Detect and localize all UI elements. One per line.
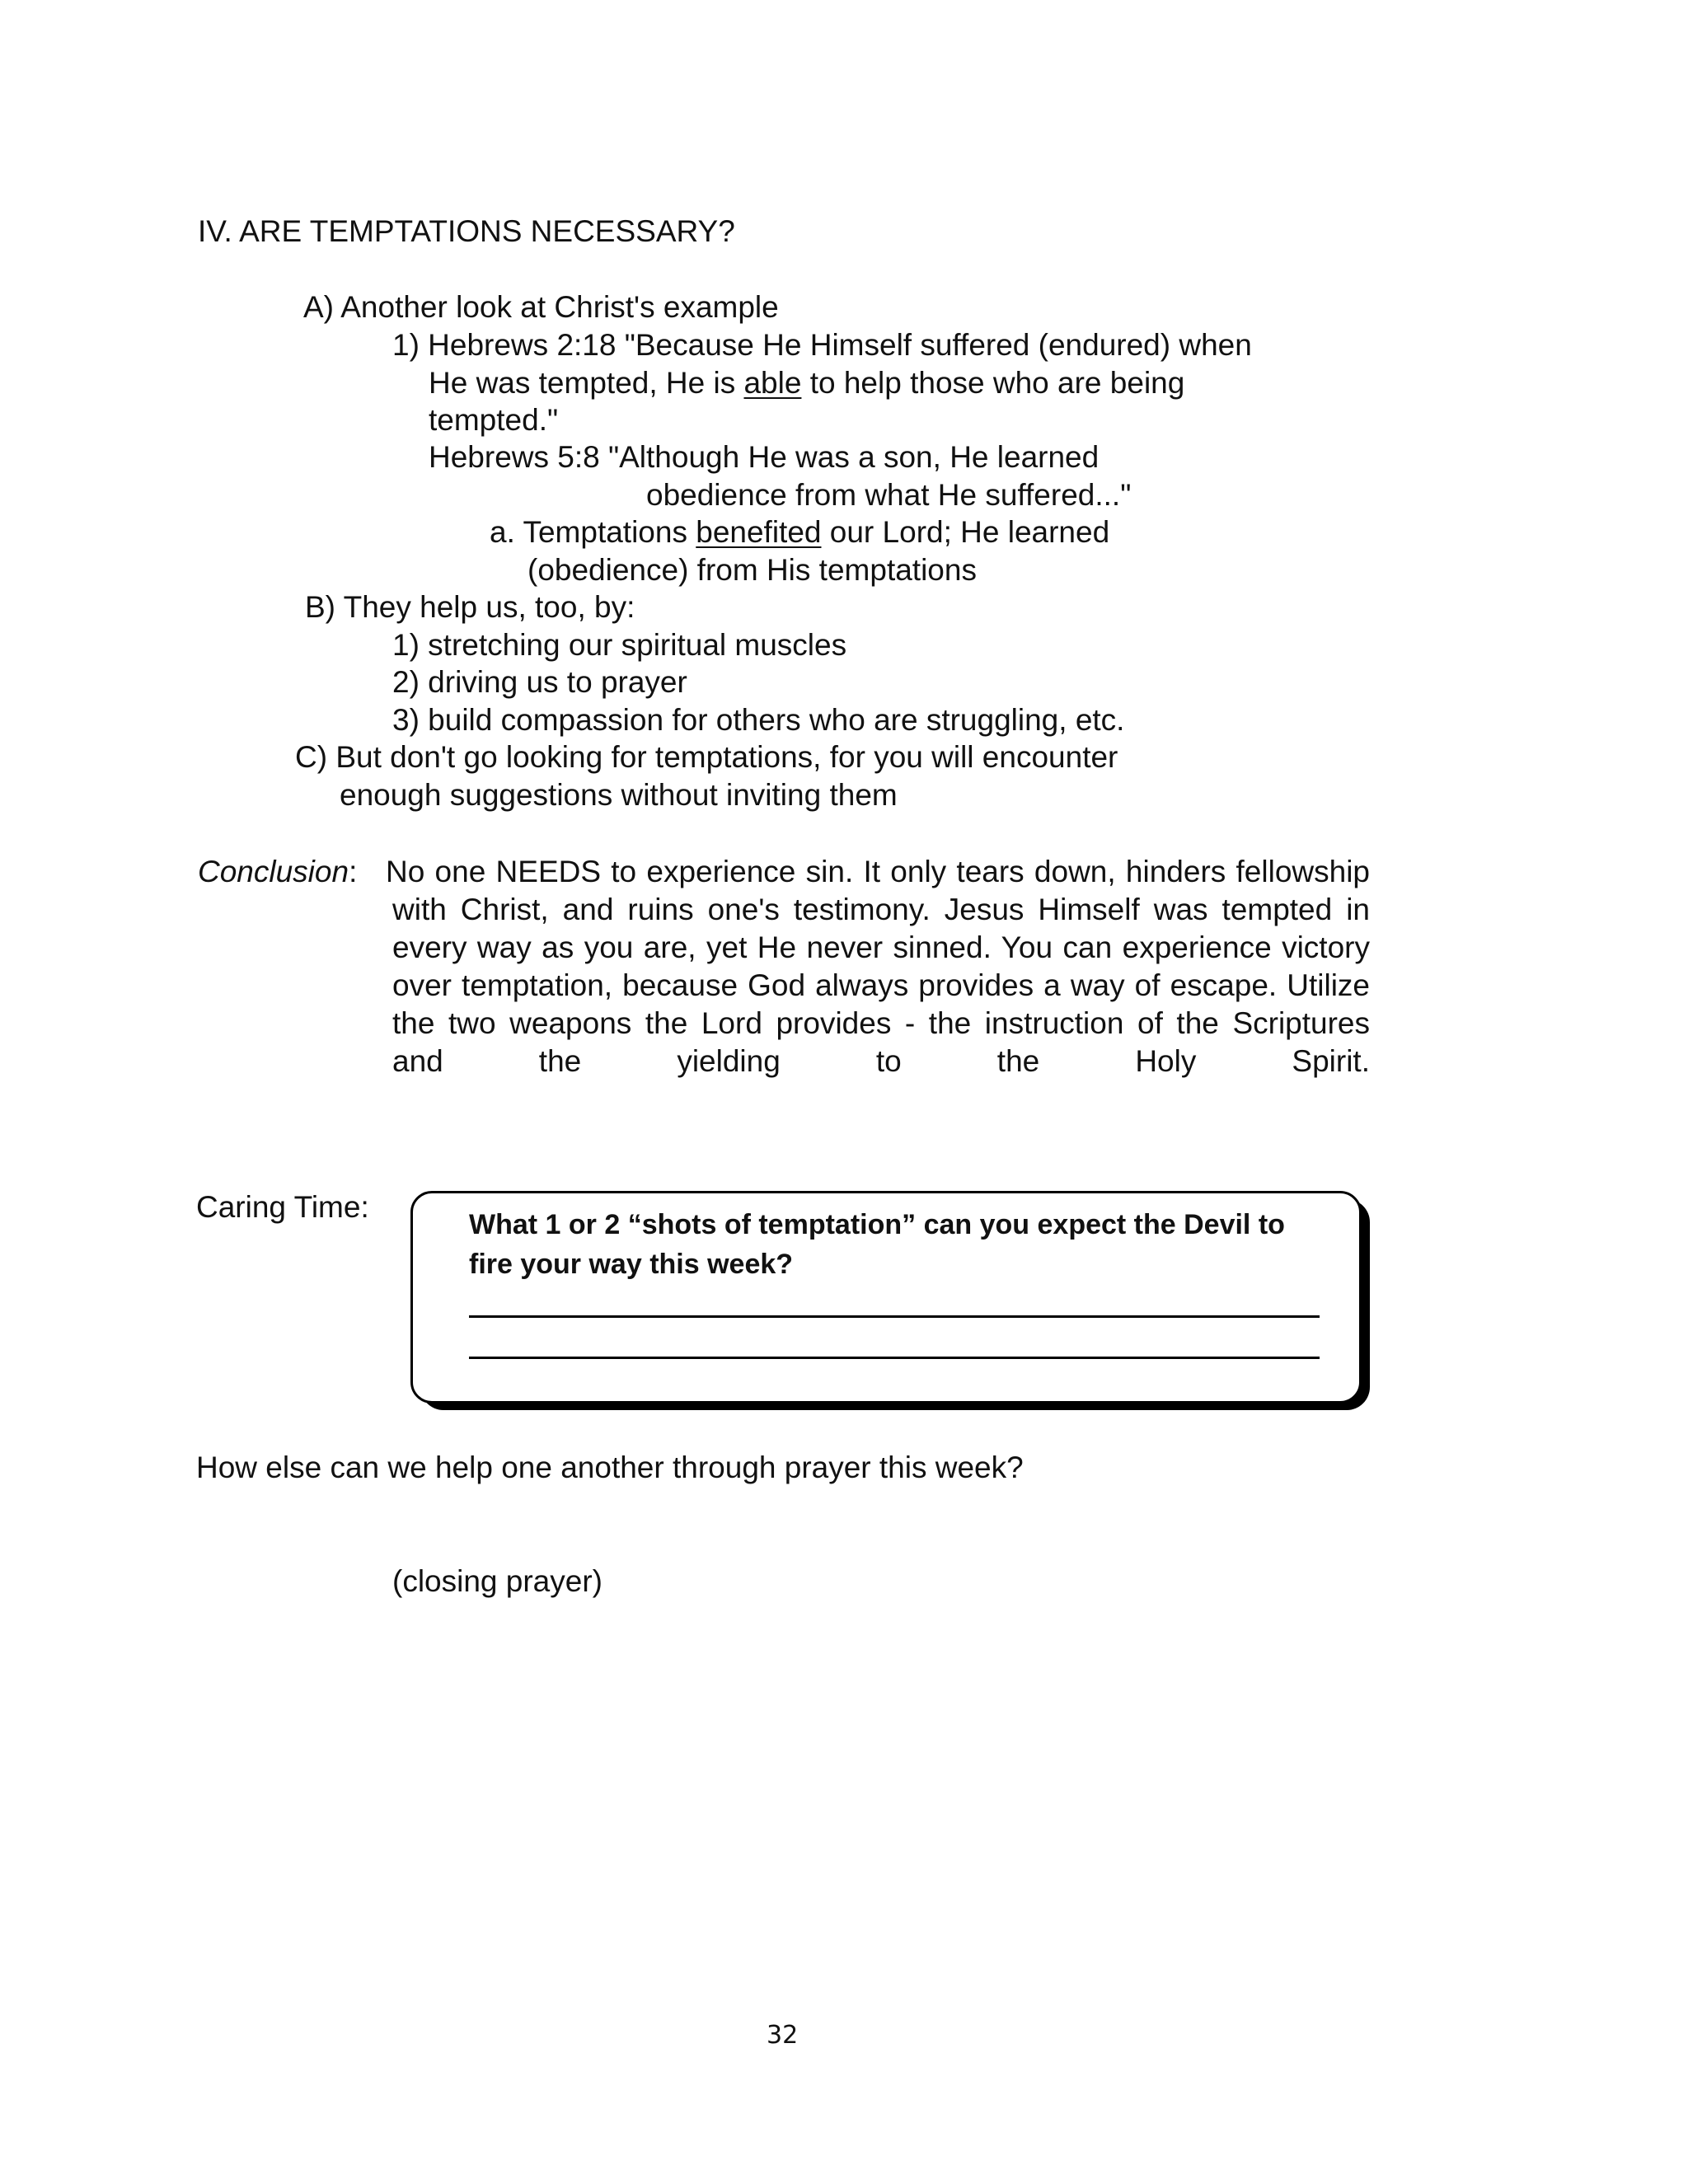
caring-time-label: Caring Time: [196,1190,369,1224]
point-c-line1: C) But don't go looking for temptations, for you will encounter [295,740,1118,774]
point-b-item: 1) stretching our spiritual muscles [392,628,847,662]
text-segment: to help those who are being [801,366,1185,400]
point-a-item1-line3: tempted." [429,403,559,437]
point-c-line2: enough suggestions without inviting them [340,778,898,812]
prayer-question: How else can we help one another through prayer this week? [196,1451,1024,1484]
text-segment: a. Temptations [490,515,696,549]
conclusion-colon: : [349,855,358,888]
point-a-title: A) Another look at Christ's example [303,290,779,324]
hebrews-5-8-line2: obedience from what He suffered..." [646,478,1132,512]
point-b-title: B) They help us, too, by: [305,590,635,624]
underlined-word-able: able [743,366,802,400]
text-segment: our Lord; He learned [821,515,1110,549]
hebrews-5-8-line1: Hebrews 5:8 "Although He was a son, He learned [429,440,1100,474]
underlined-word-benefited: benefited [696,515,822,549]
point-a-item1-line2 [429,364,1184,402]
conclusion-label-text: Conclusion [198,855,349,888]
sub-point-a-line2: (obedience) from His temptations [528,553,977,587]
point-b-item: 2) driving us to prayer [392,665,687,699]
sub-point-a-line1 [490,513,1109,551]
closing-prayer: (closing prayer) [392,1564,603,1598]
point-a-item1-line1: 1) Hebrews 2:18 "Because He Himself suffered (endured) when [392,328,1252,362]
page-number: 32 [767,2021,799,2050]
question-box-prompt: What 1 or 2 “shots of temptation” can you expect the Devil to fire your way this week? [469,1209,1285,1280]
conclusion-text: No one NEEDS to experience sin. It only tears down, hinders fellowship with Christ, and ruins one's testimony. Jesus Himself was tempted in every way as you are, yet He never sinned. You can experience victory over temptation, because God always provides a way of escape. Utilize the two weapons the Lord provides - the instruction of the Scriptures and the yielding to the Holy Spirit. [386,855,1370,1078]
answer-line[interactable] [469,1357,1320,1359]
conclusion-label [198,853,357,891]
point-b-item: 3) build compassion for others who are struggling, etc. [392,703,1125,737]
text-segment: He was tempted, He is [429,366,744,400]
section-heading: IV. ARE TEMPTATIONS NECESSARY? [198,214,735,248]
question-box [410,1191,1362,1404]
answer-line[interactable] [469,1315,1320,1318]
